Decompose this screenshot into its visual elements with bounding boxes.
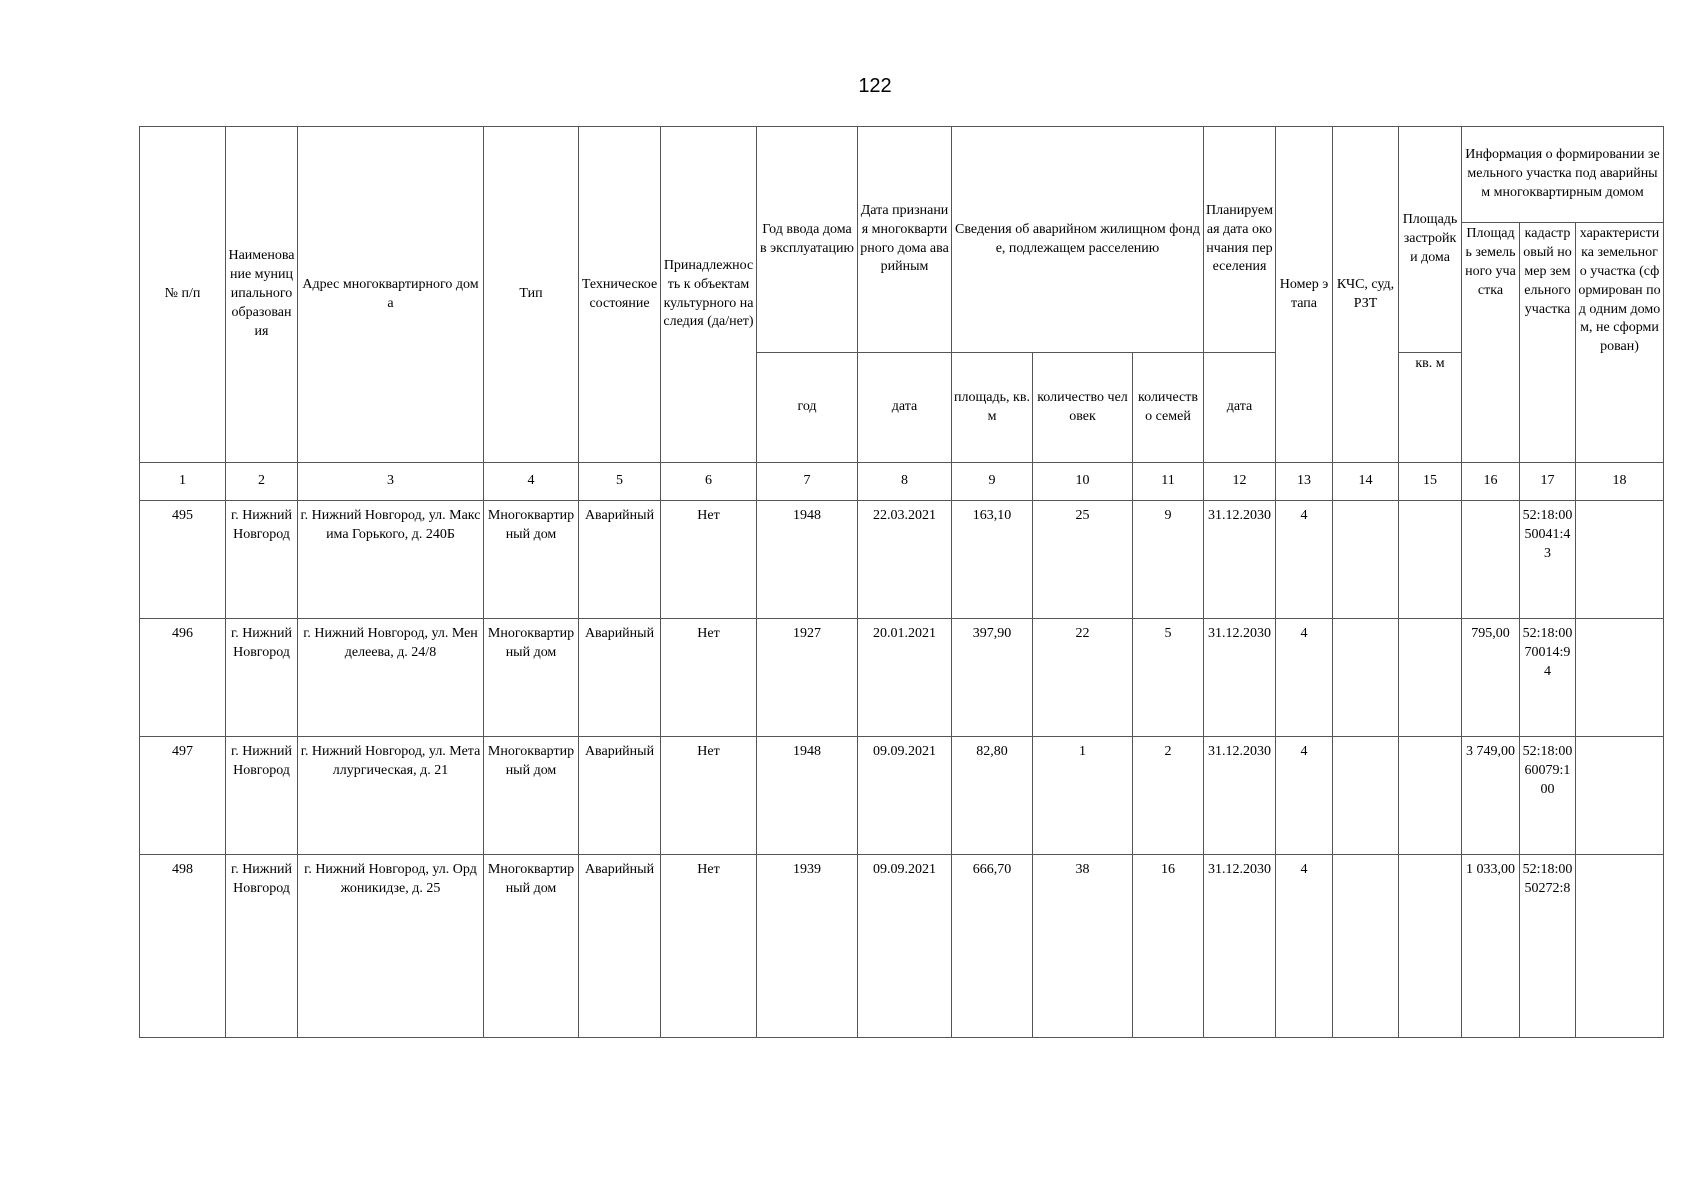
column-number: 13	[1276, 463, 1333, 501]
header-heritage: Принадлежность к объектам культурного наследия (да/нет)	[661, 127, 757, 463]
cell-area: 82,80	[952, 737, 1033, 855]
cell-date-recognized: 20.01.2021	[858, 619, 952, 737]
cell-municipality: г. Нижний Новгород	[226, 619, 298, 737]
cell-date-recognized: 09.09.2021	[858, 737, 952, 855]
cell-land-area: 1 033,00	[1462, 855, 1520, 1038]
cell-people: 1	[1033, 737, 1133, 855]
cell-people: 38	[1033, 855, 1133, 1038]
column-number: 3	[298, 463, 484, 501]
cell-municipality: г. Нижний Новгород	[226, 501, 298, 619]
cell-date-recognized: 09.09.2021	[858, 855, 952, 1038]
cell-families: 16	[1133, 855, 1204, 1038]
unit-year: год	[757, 353, 858, 463]
column-number: 6	[661, 463, 757, 501]
header-kchs: КЧС, суд, РЗТ	[1333, 127, 1399, 463]
cell-stage: 4	[1276, 619, 1333, 737]
unit-built-area: кв. м	[1399, 353, 1462, 463]
table-row	[140, 737, 1664, 855]
emergency-housing-table	[139, 126, 1664, 1038]
cell-num: 498	[140, 855, 226, 1038]
header-year-built: Год ввода дома в эксплуатацию	[757, 127, 858, 353]
cell-land-area	[1462, 501, 1520, 619]
column-number: 11	[1133, 463, 1204, 501]
column-number: 8	[858, 463, 952, 501]
cell-end-date: 31.12.2030	[1204, 501, 1276, 619]
cell-land-characteristic	[1576, 737, 1664, 855]
cell-municipality: г. Нижний Новгород	[226, 737, 298, 855]
table-row	[140, 619, 1664, 737]
cell-cadastral: 52:18:0060079:100	[1520, 737, 1576, 855]
cell-address: г. Нижний Новгород, ул. Металлургическая, д. 21	[298, 737, 484, 855]
column-numbers-row	[140, 463, 1664, 501]
cell-condition: Аварийный	[579, 619, 661, 737]
header-built-area: Площадь застройки дома	[1399, 127, 1462, 353]
header-row-1	[140, 127, 1664, 223]
cell-kchs	[1333, 737, 1399, 855]
cell-num: 497	[140, 737, 226, 855]
cell-year: 1948	[757, 501, 858, 619]
header-land-info: Информация о формировании земельного участка под аварийным многоквартирным домом	[1462, 127, 1664, 223]
cell-year: 1927	[757, 619, 858, 737]
cell-num: 495	[140, 501, 226, 619]
header-address: Адрес многоквартирного дома	[298, 127, 484, 463]
cell-cadastral: 52:18:0050041:43	[1520, 501, 1576, 619]
header-num: № п/п	[140, 127, 226, 463]
cell-heritage: Нет	[661, 737, 757, 855]
header-date-recognized: Дата признания многоквартирного дома аварийным	[858, 127, 952, 353]
cell-land-characteristic	[1576, 501, 1664, 619]
unit-area: площадь, кв.м	[952, 353, 1033, 463]
column-number: 7	[757, 463, 858, 501]
column-number: 9	[952, 463, 1033, 501]
column-number: 16	[1462, 463, 1520, 501]
cell-end-date: 31.12.2030	[1204, 855, 1276, 1038]
cell-stage: 4	[1276, 855, 1333, 1038]
cell-cadastral: 52:18:0070014:94	[1520, 619, 1576, 737]
cell-type: Многоквартирный дом	[484, 501, 579, 619]
unit-end-date: дата	[1204, 353, 1276, 463]
header-land-area: Площадь земельного участка	[1462, 223, 1520, 463]
column-number: 10	[1033, 463, 1133, 501]
column-number: 2	[226, 463, 298, 501]
header-land-characteristic: характеристика земельного участка (сформирован под одним домом, не сформирован)	[1576, 223, 1664, 463]
cell-heritage: Нет	[661, 855, 757, 1038]
unit-date: дата	[858, 353, 952, 463]
cell-year: 1939	[757, 855, 858, 1038]
column-number: 12	[1204, 463, 1276, 501]
cell-end-date: 31.12.2030	[1204, 737, 1276, 855]
header-emergency-fund: Сведения об аварийном жилищном фонде, подлежащем расселению	[952, 127, 1204, 353]
cell-built-area	[1399, 855, 1462, 1038]
column-number: 4	[484, 463, 579, 501]
cell-municipality: г. Нижний Новгород	[226, 855, 298, 1038]
cell-year: 1948	[757, 737, 858, 855]
cell-families: 5	[1133, 619, 1204, 737]
cell-heritage: Нет	[661, 501, 757, 619]
unit-people: количество человек	[1033, 353, 1133, 463]
table-row	[140, 855, 1664, 1038]
cell-area: 666,70	[952, 855, 1033, 1038]
cell-condition: Аварийный	[579, 855, 661, 1038]
cell-type: Многоквартирный дом	[484, 737, 579, 855]
cell-condition: Аварийный	[579, 737, 661, 855]
page-number: 122	[858, 75, 892, 97]
header-stage: Номер этапа	[1276, 127, 1333, 463]
cell-address: г. Нижний Новгород, ул. Орджоникидзе, д. 25	[298, 855, 484, 1038]
cell-land-characteristic	[1576, 619, 1664, 737]
cell-families: 2	[1133, 737, 1204, 855]
header-municipality: Наименование муниципального образования	[226, 127, 298, 463]
header-planned-end: Планируемая дата окончания переселения	[1204, 127, 1276, 353]
column-number: 1	[140, 463, 226, 501]
cell-area: 163,10	[952, 501, 1033, 619]
column-number: 14	[1333, 463, 1399, 501]
header-cadastral: кадастровый номер земельного участка	[1520, 223, 1576, 463]
column-number: 18	[1576, 463, 1664, 501]
cell-families: 9	[1133, 501, 1204, 619]
cell-end-date: 31.12.2030	[1204, 619, 1276, 737]
cell-type: Многоквартирный дом	[484, 855, 579, 1038]
cell-people: 22	[1033, 619, 1133, 737]
cell-stage: 4	[1276, 501, 1333, 619]
unit-families: количество семей	[1133, 353, 1204, 463]
cell-people: 25	[1033, 501, 1133, 619]
cell-built-area	[1399, 501, 1462, 619]
cell-date-recognized: 22.03.2021	[858, 501, 952, 619]
cell-num: 496	[140, 619, 226, 737]
header-condition: Техническое состояние	[579, 127, 661, 463]
header-type: Тип	[484, 127, 579, 463]
cell-heritage: Нет	[661, 619, 757, 737]
cell-kchs	[1333, 619, 1399, 737]
cell-land-area: 3 749,00	[1462, 737, 1520, 855]
column-number: 15	[1399, 463, 1462, 501]
cell-kchs	[1333, 501, 1399, 619]
table-row	[140, 501, 1664, 619]
cell-built-area	[1399, 737, 1462, 855]
cell-kchs	[1333, 855, 1399, 1038]
column-number: 17	[1520, 463, 1576, 501]
column-number: 5	[579, 463, 661, 501]
cell-built-area	[1399, 619, 1462, 737]
cell-condition: Аварийный	[579, 501, 661, 619]
cell-type: Многоквартирный дом	[484, 619, 579, 737]
cell-land-area: 795,00	[1462, 619, 1520, 737]
cell-address: г. Нижний Новгород, ул. Максима Горького, д. 240Б	[298, 501, 484, 619]
cell-stage: 4	[1276, 737, 1333, 855]
cell-land-characteristic	[1576, 855, 1664, 1038]
cell-cadastral: 52:18:0050272:8	[1520, 855, 1576, 1038]
cell-area: 397,90	[952, 619, 1033, 737]
cell-address: г. Нижний Новгород, ул. Менделеева, д. 24/8	[298, 619, 484, 737]
